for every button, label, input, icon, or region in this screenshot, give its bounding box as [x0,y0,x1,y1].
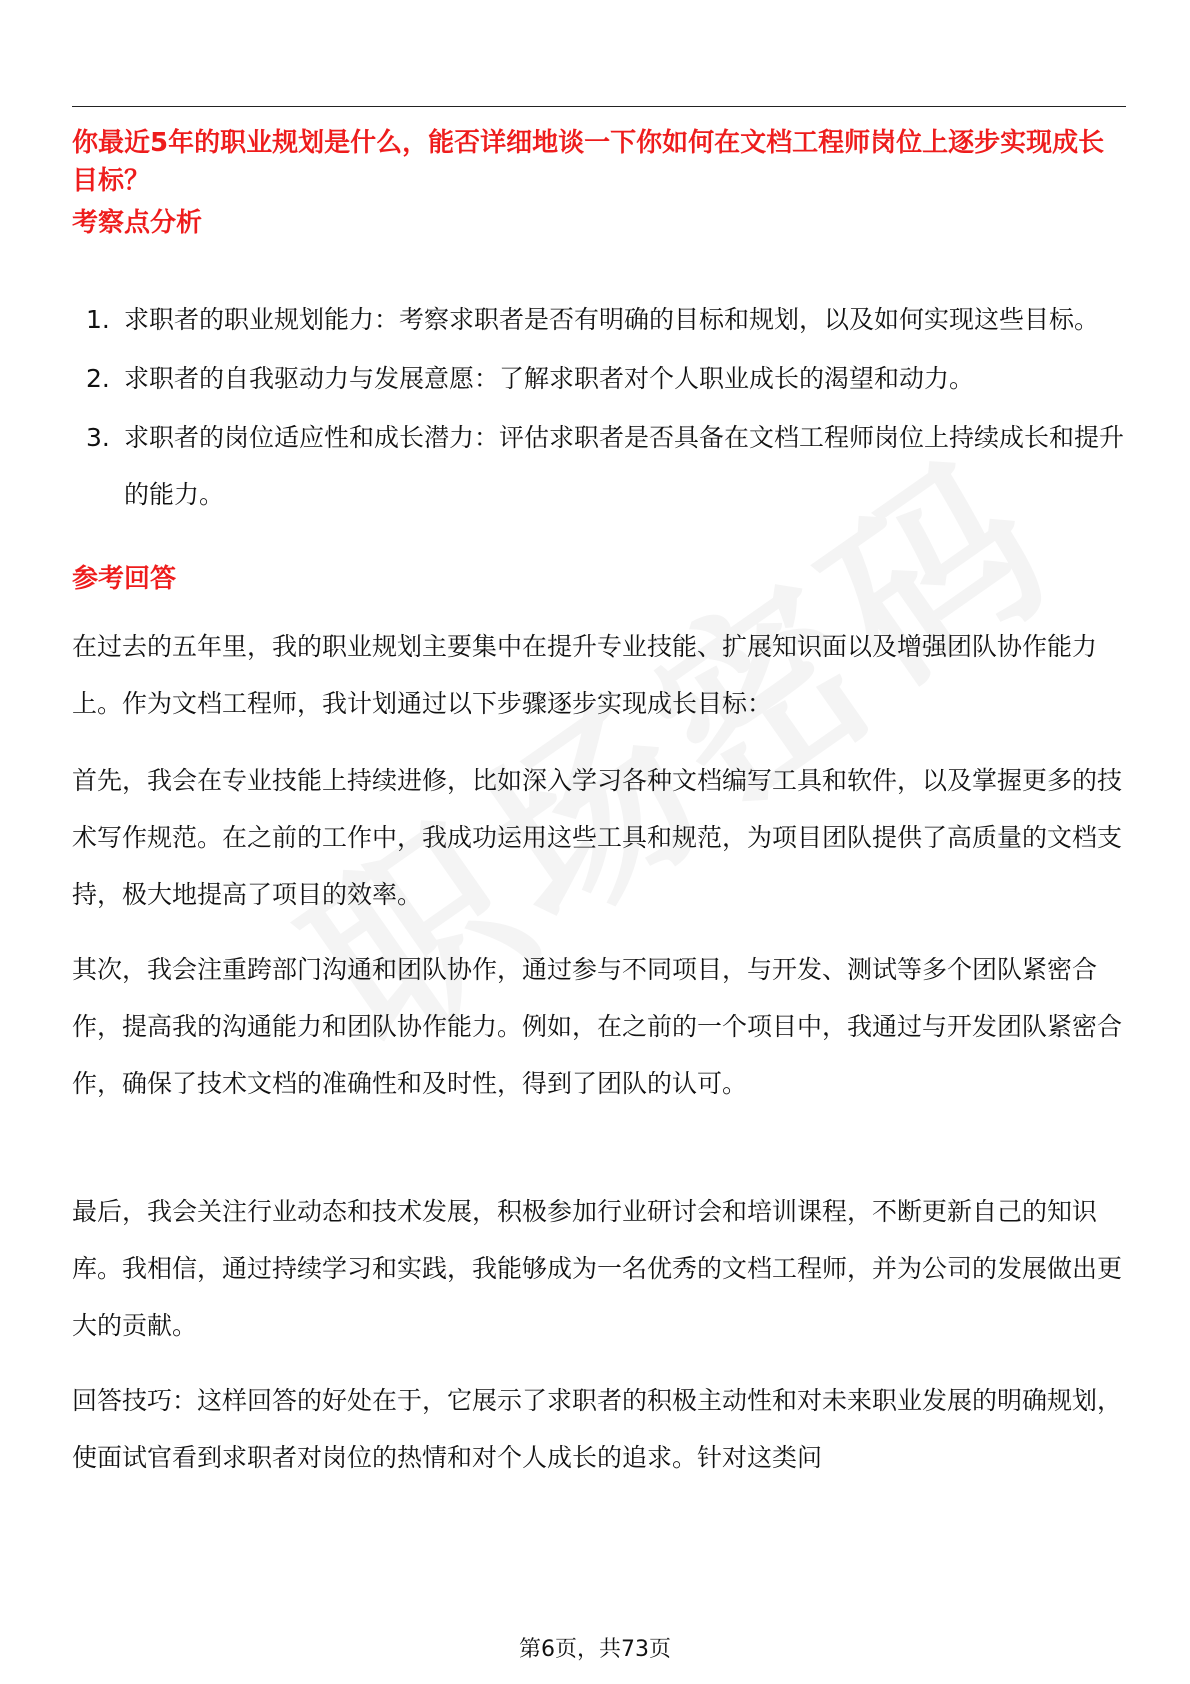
list-item-text: 求职者的自我驱动力与发展意愿：了解求职者对个人职业成长的渴望和动力。 [124,364,975,393]
question-heading: 你最近5年的职业规划是什么，能否详细地谈一下你如何在文档工程师岗位上逐步实现成长目标？ [72,128,1105,196]
answer-tips: 回答技巧：这样回答的好处在于，它展示了求职者的积极主动性和对未来职业发展的明确规划，使面试官看到求职者对岗位的热情和对个人成长的追求。针对这类问 [72,1386,1123,1472]
page-footer: 第6页，共73页 [519,1637,671,1662]
answer-paragraph-1: 在过去的五年里，我的职业规划主要集中在提升专业技能、扩展知识面以及增强团队协作能力上。作为文档工程师，我计划通过以下步骤逐步实现成长目标： [72,632,1098,718]
list-item-text: 求职者的职业规划能力：考察求职者是否有明确的目标和规划，以及如何实现这些目标。 [124,305,1100,334]
answer-paragraph-3: 其次，我会注重跨部门沟通和团队协作，通过参与不同项目，与开发、测试等多个团队紧密合作，提高我的沟通能力和团队协作能力。例如，在之前的一个项目中，我通过与开发团队紧密合作，确保了技术文档的准确性和及时性，得到了团队的认可。 [72,955,1123,1098]
list-item [72,291,1126,348]
answer-paragraph-4: 最后，我会关注行业动态和技术发展，积极参加行业研讨会和培训课程，不断更新自己的知识库。我相信，通过持续学习和实践，我能够成为一名优秀的文档工程师，并为公司的发展做出更大的贡献。 [72,1197,1123,1340]
answer-title: 参考回答 [72,564,177,594]
list-item-number: 2. [86,364,110,393]
header-divider [72,106,1126,107]
answer-paragraph-2: 首先，我会在专业技能上持续进修，比如深入学习各种文档编写工具和软件，以及掌握更多的技术写作规范。在之前的工作中，我成功运用这些工具和规范，为项目团队提供了高质量的文档支持，极大地提高了项目的效率。 [72,766,1123,909]
analysis-list [72,291,1126,525]
list-item-number: 1. [86,305,110,334]
list-item [72,350,1126,407]
list-item-number: 3. [86,423,110,452]
analysis-title: 考察点分析 [72,208,203,238]
list-item-text: 求职者的岗位适应性和成长潜力：评估求职者是否具备在文档工程师岗位上持续成长和提升的能力。 [124,423,1125,509]
list-item [72,409,1126,523]
